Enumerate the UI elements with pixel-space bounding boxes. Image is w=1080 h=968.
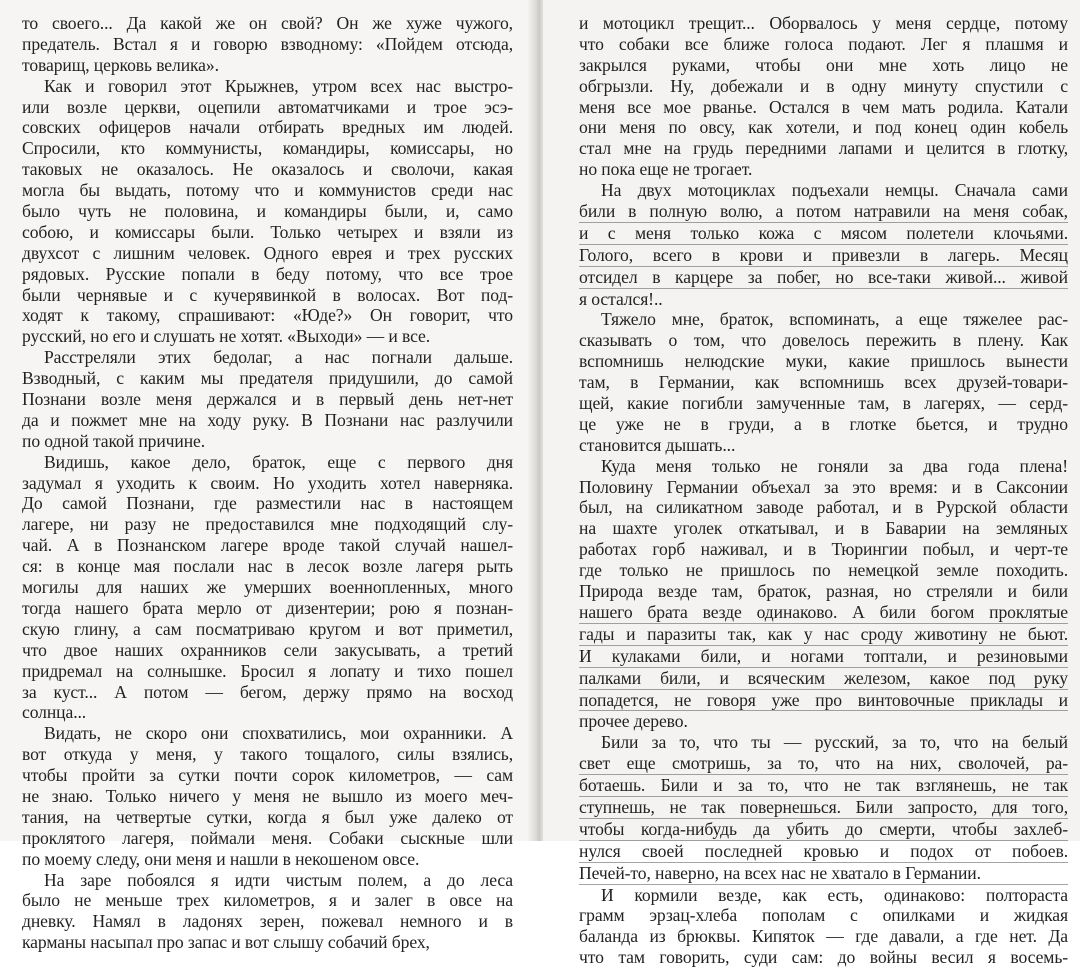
text-line: проклятого лагеря, поймали меня. Собаки сыскные шли xyxy=(22,827,513,848)
text-line: На двух мотоциклах подъехали немцы. Сначала сами xyxy=(601,180,1068,201)
text-line: могла бы выдать, потому что и коммунистов среди нас xyxy=(22,180,513,201)
text-line: двухсот с лишним человек. Одного еврея и трех русских xyxy=(22,242,513,263)
text-line: Тяжело мне, браток, вспоминать, а еще тяжелее рас- xyxy=(601,309,1068,330)
text-line: было не меньше трех километров, я и залег в овсе на xyxy=(22,890,513,911)
text-line: баланда из брюквы. Кипяток — где давали, а где нет. Да xyxy=(579,926,1068,947)
text-line: рядовых. Русские попали в беду потому, что все трое xyxy=(22,263,513,284)
text-line: могилы для наших же умерших военнопленных, много xyxy=(22,577,513,598)
text-line: Спросили, кто коммунисты, командиры, комиссары, но xyxy=(22,138,513,159)
text-line: не знаю. Только ничего у меня не вышло из моего меч- xyxy=(22,785,513,806)
text-line: Видишь, какое дело, браток, еще с первого дня xyxy=(44,451,513,472)
text-line: товарищ, церковь велика». xyxy=(22,54,219,75)
text-line: стал мне на грудь передними лапами и целится в глотку, xyxy=(579,138,1068,159)
text-line: или возле церкви, оцепили автоматчиками и трое эсэ- xyxy=(22,96,513,117)
text-line: и с меня только кожа с мясом полетели клочьями. xyxy=(579,222,1068,243)
text-line: тогда нашего брата мерло от дизентерии; рою я познан- xyxy=(22,597,513,618)
text-line: задумал я уходить к своим. Но уходить хотел наверняка. xyxy=(22,472,513,493)
text-line: чай. А в Познанском лагере вроде такой случай нашел- xyxy=(22,535,513,556)
text-line: це уже не в груди, а в глотке бьется, и трудно xyxy=(579,413,1068,434)
text-line: дневку. Намял в ладонях зерен, пожевал немного и в xyxy=(22,911,513,932)
text-line: предатель. Встал я и говорю взводному: «Пойдем отсюда, xyxy=(22,33,513,54)
text-line: ся: в конце мая послали нас в лесок возле лагеря рыть xyxy=(22,556,513,577)
text-line: они меня по овсу, как хотели, и под конец один кобель xyxy=(579,117,1068,138)
text-line: что двое наших охранников сели закусывать, а третий xyxy=(22,639,513,660)
text-line: таковых не оказалось. Не оказалось и сволочи, какая xyxy=(22,159,513,180)
left-page xyxy=(0,0,536,953)
text-line: били в полную волю, а потом натравили на меня собак, xyxy=(579,201,1068,222)
text-line: отсидел в карцере за побег, но все-таки живой... живой xyxy=(579,266,1068,287)
text-line: гады и паразиты так, как у нас сроду животину не бьют. xyxy=(579,623,1068,644)
text-line: работах горб наживал, и в Тюрингии побыл, и черт-те xyxy=(579,539,1068,560)
text-line: был, на силикатном заводе работал, и в Рурской области xyxy=(579,497,1068,518)
text-line: что там говорить, суди сам: до войны весил я восемь- xyxy=(579,947,1068,968)
text-line: было чуть не половина, и командиры были, и, само xyxy=(22,201,513,222)
text-line: и мотоцикл трещит... Оборвалось у меня сердце, потому xyxy=(579,13,1068,33)
text-line: да и пожмет мне на ходу руку. В Познани нас разлучили xyxy=(22,409,513,430)
text-line: меня все мое рванье. Остался в чем мать родила. Катали xyxy=(579,96,1068,117)
text-line: совских офицеров начали отбирать вредных им людей. xyxy=(22,117,513,138)
text-line: на шахте уголек откатывал, и в Баварии на земляных xyxy=(579,518,1068,539)
text-line: солнца... xyxy=(22,702,87,723)
text-line: закрылся руками, чтобы они мне хоть лицо не xyxy=(579,54,1068,75)
text-line: но пока еще не трогает. xyxy=(579,159,753,180)
left-page-text xyxy=(22,13,513,953)
text-line: нашего брата везде одинаково. А били богом проклятые xyxy=(579,601,1068,622)
text-line: русский, но его и слушать не хотят. «Выходи» — и все. xyxy=(22,326,431,347)
text-line: тания, на четвертые сутки, когда я был уже далеко от xyxy=(22,806,513,827)
text-line: то своего... Да какой же он свой? Он же хуже чужого, xyxy=(22,13,513,33)
text-line: прочее дерево. xyxy=(579,711,688,732)
text-line: щей, какие погибли замученные там, в лагерях, — серд- xyxy=(579,393,1068,414)
text-line: Половину Германии объехал за это время: и в Саксонии xyxy=(579,476,1068,497)
text-line: придремал на солнышке. Бросил я лопату и тихо пошел xyxy=(22,660,513,681)
text-line: по моему следу, они меня и нашли в некошеном овсе. xyxy=(22,848,420,869)
text-line: Познани возле меня держался и в первый день нет-нет xyxy=(22,389,513,410)
text-line: обгрызли. Ну, добежали и в одну минуту спустили с xyxy=(579,75,1068,96)
text-line: чтобы когда-нибудь да убить до смерти, чтобы захлеб- xyxy=(579,818,1068,839)
text-line: собою, и комиссары были. Только четырех и взяли из xyxy=(22,221,513,242)
text-line: И кормили везде, как есть, одинаково: полтораста xyxy=(601,884,1068,905)
text-line: свет еще смотришь, за то, что на них, сволочей, ра- xyxy=(579,753,1068,774)
text-line: ботаешь. Били и за то, что не так взглянешь, не так xyxy=(579,775,1068,796)
text-line: что собаки все ближе голоса подают. Лег я плашмя и xyxy=(579,33,1068,54)
text-line: за куст... А потом — бегом, держу прямо на восход xyxy=(22,681,513,702)
text-line: Видать, не скоро они спохватились, мои охранники. А xyxy=(44,723,513,744)
text-line: Расстреляли этих бедолаг, а нас погнали дальше. xyxy=(44,347,513,368)
text-line: вот откуда у меня, у такого тощалого, силы взялись, xyxy=(22,744,513,765)
text-line: лагере, ни разу не предоставился мне подходящий слу- xyxy=(22,514,513,535)
text-line: где только не пришлось по немецкой земле походить. xyxy=(579,560,1068,581)
text-line: Куда меня только не гоняли за два года плена! xyxy=(601,455,1068,476)
text-line: палками били, и всяческим железом, какое под руку xyxy=(579,667,1068,688)
text-line: Били за то, что ты — русский, за то, что на белый xyxy=(601,732,1068,753)
text-line: Взводный, с каким мы предателя придушили, до самой xyxy=(22,368,513,389)
text-line: сказывать о том, что довелось пережить в плену. Как xyxy=(579,330,1068,351)
text-line: чтобы пройти за сутки почти сорок километров, — сам xyxy=(22,765,513,786)
text-line: Как и говорил этот Крыжнев, утром всех нас выстро- xyxy=(44,75,513,96)
text-line: попадется, не говоря уже про винтовочные приклады и xyxy=(579,689,1068,710)
text-line: ходят к такому, спрашивают: «Юде?» Он говорит, что xyxy=(22,305,513,326)
text-line: становится дышать... xyxy=(579,434,736,455)
text-line: Природа везде там, браток, разная, но стреляли и били xyxy=(579,581,1068,602)
text-line: по одной такой причине. xyxy=(22,430,206,451)
text-line: карманы насыпал про запас и вот слышу собачий брех, xyxy=(22,932,430,953)
text-line: грамм эрзац-хлеба пополам с опилками и жидкая xyxy=(579,905,1068,926)
text-line: нулся своей последней кровью и подох от побоев. xyxy=(579,840,1068,861)
text-line: были чернявые и с кучерявинкой в волосах. Вот под- xyxy=(22,284,513,305)
text-line: Печей-то, наверно, на всех нас не хватало в Германии. xyxy=(579,863,1068,885)
text-line: я остался!.. xyxy=(579,288,663,309)
text-line: вспомнишь нелюдские муки, какие пришлось вынести xyxy=(579,351,1068,372)
text-line: скую глину, а сам посматриваю кругом и вот приметил, xyxy=(22,618,513,639)
right-page xyxy=(543,0,1080,968)
text-line: И кулаками били, и ногами топтали, и резиновыми xyxy=(579,645,1068,666)
right-page-text xyxy=(579,13,1068,968)
text-line: На заре побоялся я идти чистым полем, а до леса xyxy=(44,869,513,890)
text-line: До самой Познани, где разместили нас в настоящем xyxy=(22,493,513,514)
text-line: ступнешь, не так повернешься. Били запросто, для того, xyxy=(579,796,1068,817)
text-line: Голого, всего в крови и привезли в лагерь. Месяц xyxy=(579,244,1068,265)
text-line: там, в Германии, как вспомнишь всех друзей-товари- xyxy=(579,372,1068,393)
